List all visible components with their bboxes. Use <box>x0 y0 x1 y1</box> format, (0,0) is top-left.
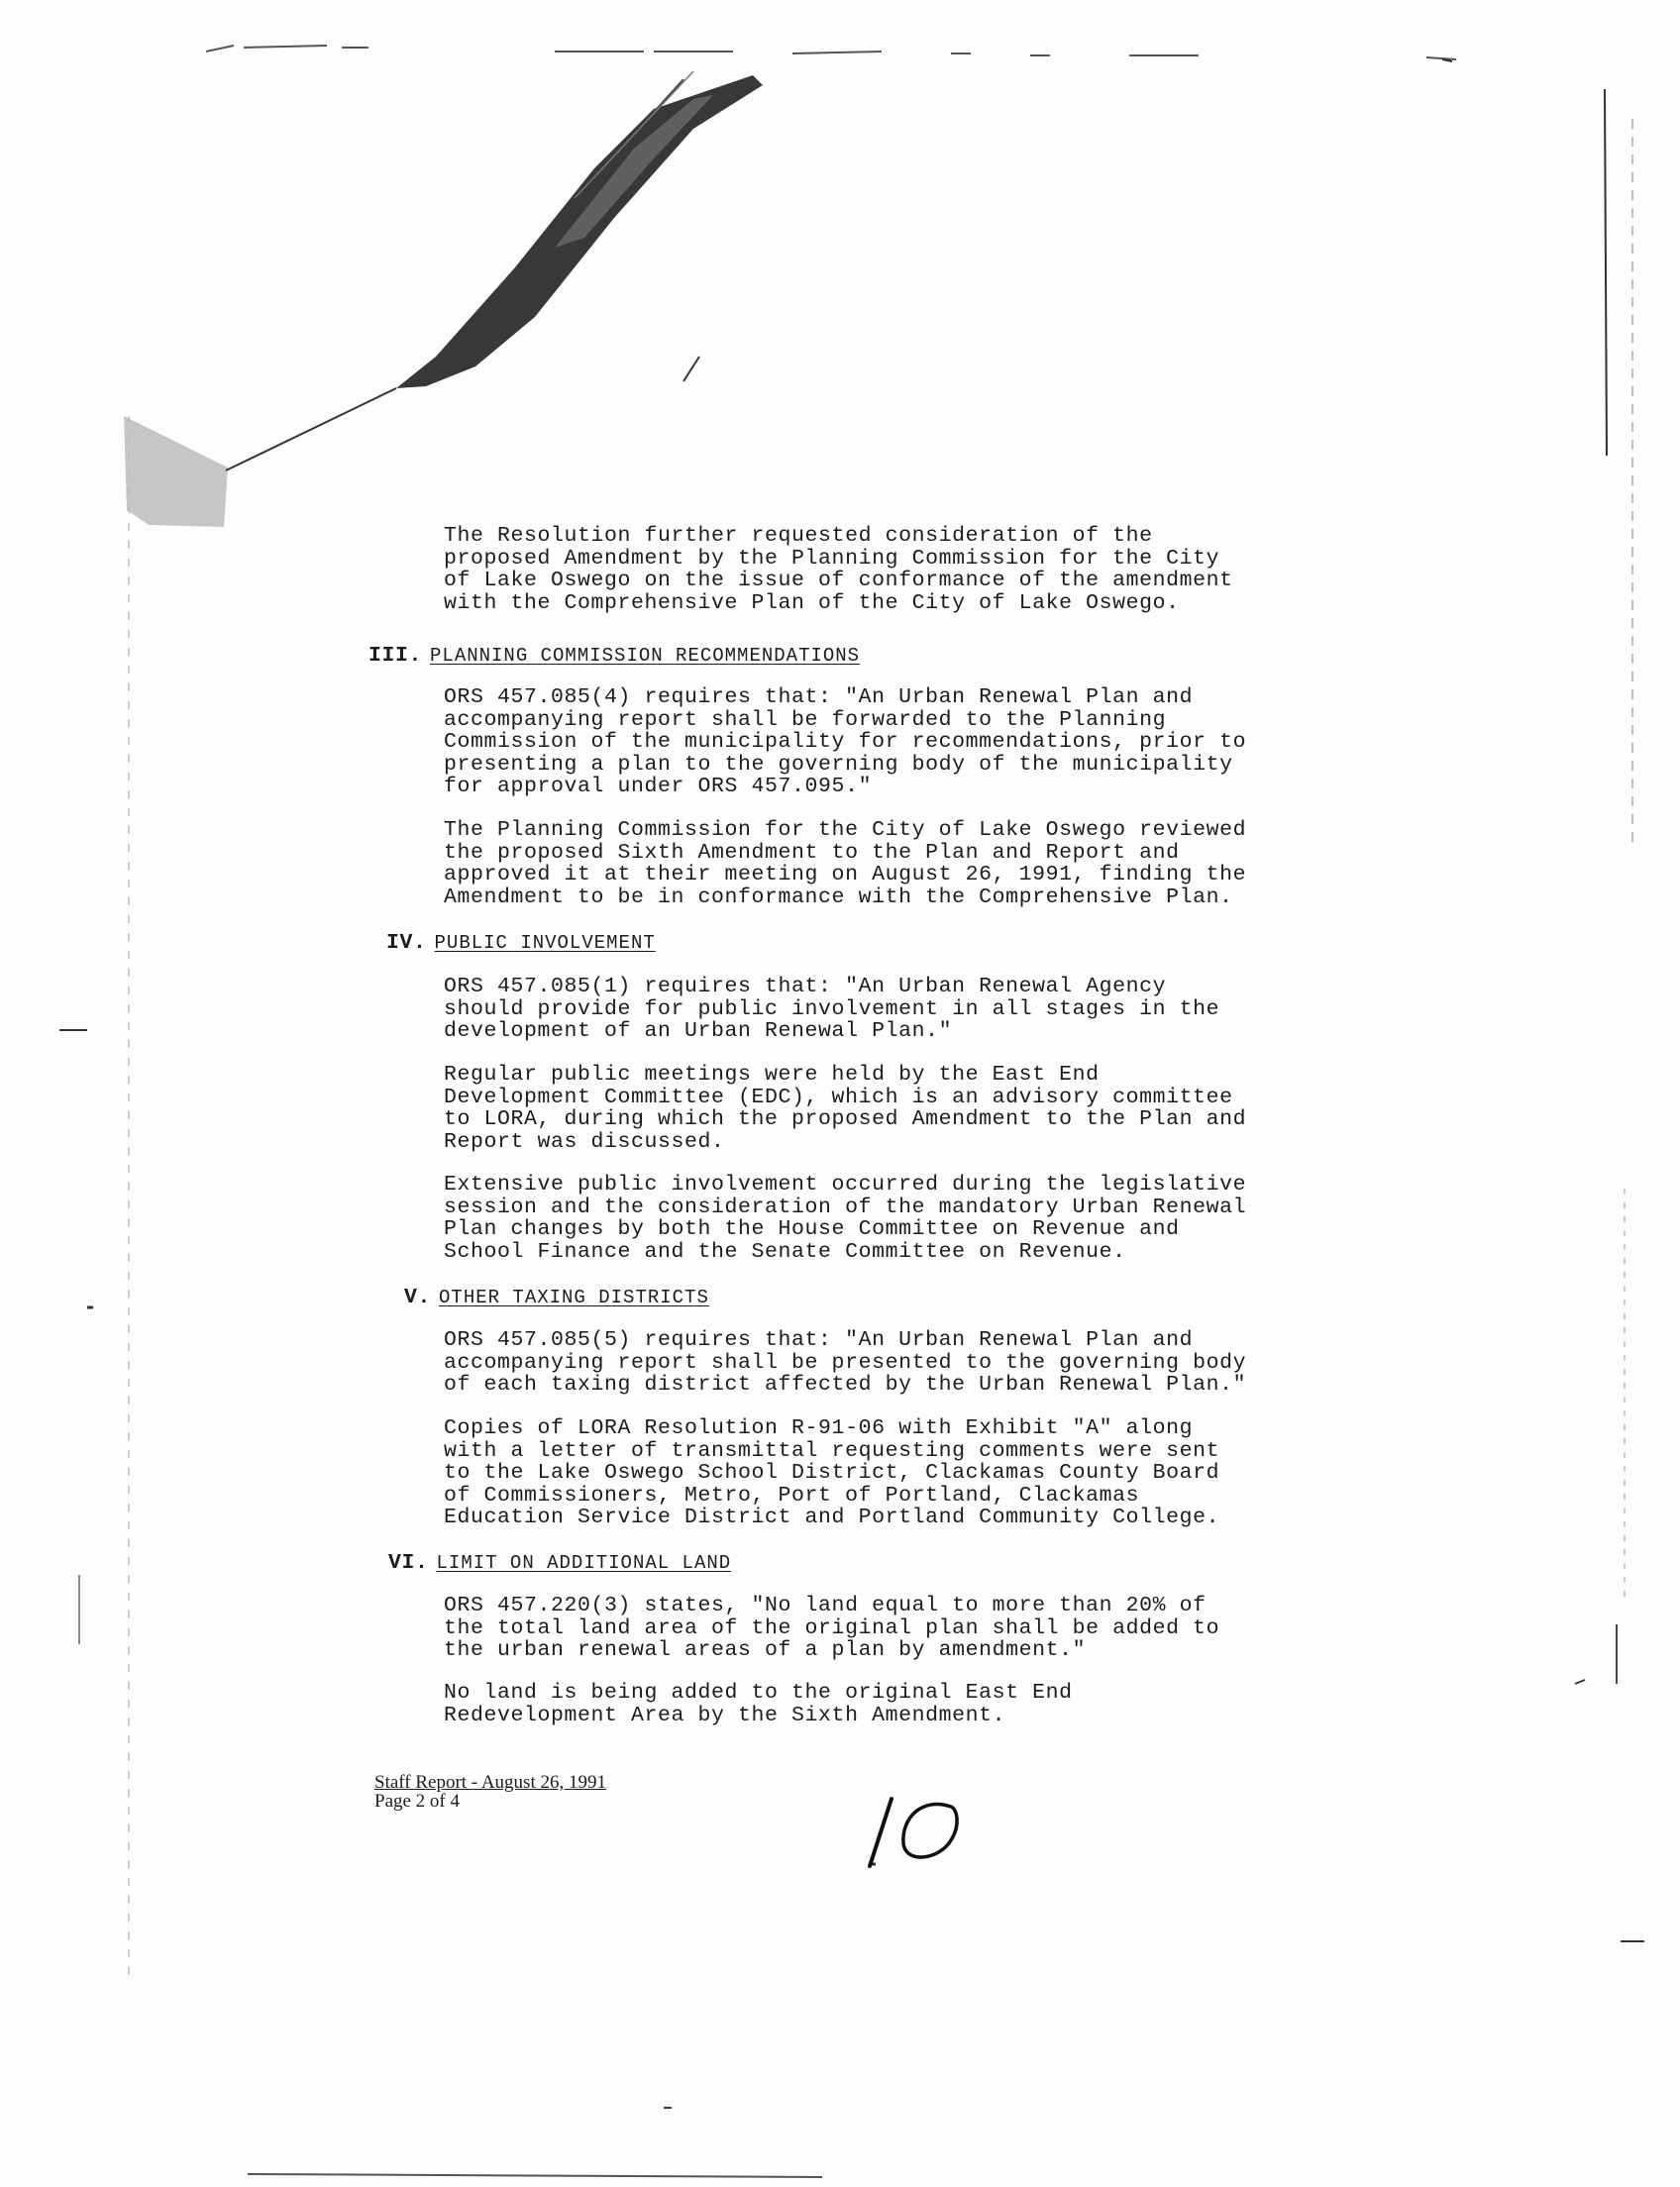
section-paragraph <box>444 1595 1395 1662</box>
section-title: LIMIT ON ADDITIONAL LAND <box>436 1552 732 1574</box>
page-footer <box>374 1773 606 1811</box>
paragraph-text: Copies of LORA Resolution R-91-06 with Exhibit "A" along with a letter of transmittal requesting comments were sent to the Lake Oswego School District, Clackamas County Board of Commissioners, Metro, Port of Portland, Clackamas Education Service District and Portland Community College. <box>444 1416 1220 1530</box>
section-paragraph <box>444 976 1395 1043</box>
section-numeral: IV. <box>386 931 427 955</box>
section-paragraph <box>444 1682 1395 1726</box>
section-title: OTHER TAXING DISTRICTS <box>439 1287 709 1308</box>
section-numeral: V. <box>404 1286 432 1309</box>
intro-section <box>444 525 1395 614</box>
section-heading-other-taxing-districts <box>404 1286 709 1309</box>
section-heading-planning-commission <box>368 644 860 668</box>
section-paragraph <box>444 686 1395 798</box>
section-heading-public-involvement <box>386 931 656 955</box>
paragraph-text: ORS 457.085(4) requires that: "An Urban Renewal Plan and accompanying report shall be forwarded to the Planning Commission of the municipality for recommendations, prior to presenting a plan to the governing body of the municipality for approval under ORS 457.095." <box>444 685 1247 799</box>
section-paragraph <box>444 819 1395 908</box>
footer-page-line: Page 2 of 4 <box>374 1791 461 1812</box>
intro-paragraph: The Resolution further requested consideration of the proposed Amendment by the Planning Commission for the City of Lake Oswego on the issue of conformance of the amendment with the Comprehensive Plan of the City of Lake Oswego. <box>444 524 1233 615</box>
paragraph-text: ORS 457.220(3) states, "No land equal to more than 20% of the total land area of the original plan shall be added to the urban renewal areas of a plan by amendment." <box>444 1594 1220 1663</box>
paragraph-text: ORS 457.085(5) requires that: "An Urban Renewal Plan and accompanying report shall be presented to the governing body of each taxing district affected by the Urban Renewal Plan." <box>444 1328 1247 1398</box>
section-paragraph <box>444 1329 1395 1397</box>
section-paragraph <box>444 1174 1395 1263</box>
section-title: PLANNING COMMISSION RECOMMENDATIONS <box>430 645 861 667</box>
paragraph-text: No land is being added to the original East End Redevelopment Area by the Sixth Amendment. <box>444 1681 1073 1727</box>
section-title: PUBLIC INVOLVEMENT <box>434 932 656 954</box>
footer-report-line: Staff Report - August 26, 1991 <box>374 1772 606 1793</box>
handwritten-page-number <box>852 1789 981 1878</box>
section-numeral: III. <box>368 644 423 668</box>
paragraph-text: The Planning Commission for the City of Lake Oswego reviewed the proposed Sixth Amendment to the Plan and Report and approved it at their meeting on August 26, 1991, finding the Amendment to be in conformance with the Comprehensive Plan. <box>444 818 1247 909</box>
paragraph-text: Extensive public involvement occurred during the legislative session and the consideration of the mandatory Urban Renewal Plan changes by both the House Committee on Revenue and School Finance and the Senate Committee on Revenue. <box>444 1173 1247 1264</box>
section-heading-limit-on-additional-land <box>388 1551 731 1575</box>
section-numeral: VI. <box>388 1551 429 1575</box>
section-paragraph <box>444 1417 1395 1529</box>
section-paragraph <box>444 1064 1395 1153</box>
paragraph-text: ORS 457.085(1) requires that: "An Urban Renewal Agency should provide for public involvement in all stages in the development of an Urban Renewal Plan." <box>444 975 1220 1044</box>
paragraph-text: Regular public meetings were held by the East End Development Committee (EDC), which is an advisory committee to LORA, during which the proposed Amendment to the Plan and Report was discussed. <box>444 1063 1247 1154</box>
